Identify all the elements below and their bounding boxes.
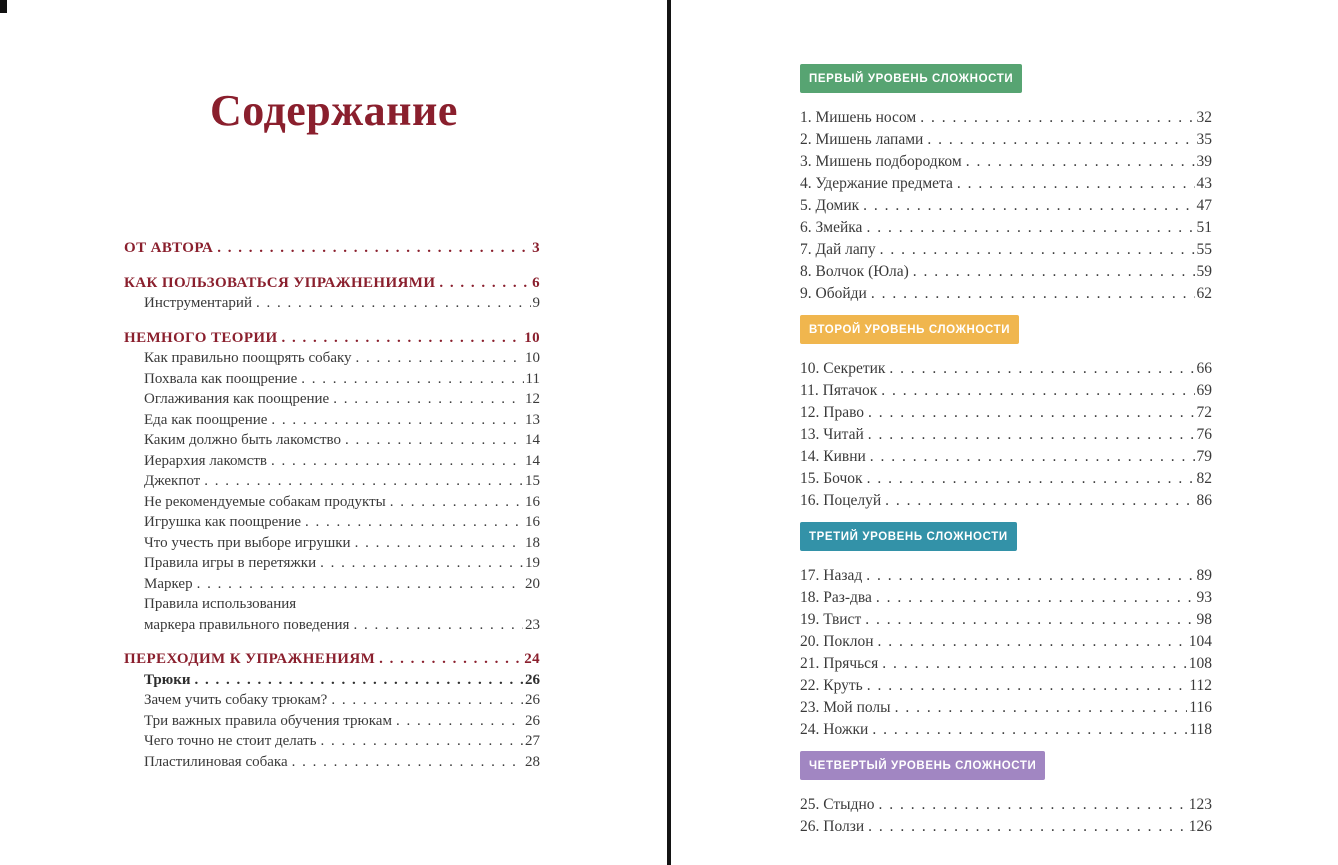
dot-leader [920, 107, 1194, 129]
toc-entry-page: 66 [1196, 360, 1212, 377]
toc-entry-page: 72 [1196, 404, 1212, 421]
toc-entry-page: 116 [1189, 699, 1212, 716]
toc-entry-label: 5. Домик [800, 197, 860, 214]
toc-entry-label: Маркер [144, 575, 193, 592]
toc-entry [800, 631, 1212, 653]
toc-entry [800, 217, 1212, 239]
toc-entry-page: 24 [524, 651, 540, 667]
toc-entry-line1 [124, 594, 540, 615]
toc-entry-page: 28 [525, 753, 540, 770]
toc-entry [800, 195, 1212, 217]
toc-entry-page: 79 [1196, 448, 1212, 465]
toc-entry [124, 273, 540, 294]
toc-entry [124, 348, 540, 369]
toc-entry [124, 649, 540, 670]
toc-right-column [800, 64, 1212, 838]
dot-leader [271, 410, 523, 431]
toc-entry [124, 293, 540, 314]
toc-entry-label: 1. Мишень носом [800, 109, 917, 126]
level-badge: ВТОРОЙ УРОВЕНЬ СЛОЖНОСТИ [800, 315, 1019, 344]
dot-leader [204, 471, 523, 492]
dot-leader [345, 430, 523, 451]
toc-entry-page: 16 [525, 493, 540, 510]
toc-entry-page: 10 [524, 329, 540, 346]
dot-leader [396, 711, 523, 732]
toc-entry-label: 15. Бочок [800, 470, 863, 487]
toc-entry-page: 39 [1196, 153, 1212, 170]
toc-entry [800, 565, 1212, 587]
dot-leader [889, 358, 1194, 380]
dot-leader [885, 490, 1194, 512]
level-badge: ЧЕТВЕРТЫЙ УРОВЕНЬ СЛОЖНОСТИ [800, 751, 1045, 780]
toc-entry [124, 471, 540, 492]
toc-entry [124, 574, 540, 595]
toc-entry-page: 126 [1188, 818, 1212, 835]
dot-leader [868, 402, 1194, 424]
toc-entry-label: 6. Змейка [800, 219, 863, 236]
toc-entry-label: 14. Кивни [800, 448, 866, 465]
toc-entry [800, 490, 1212, 512]
toc-entry-page: 93 [1196, 589, 1212, 606]
toc-entry [800, 675, 1212, 697]
dot-leader [356, 348, 523, 369]
toc-entry-label: КАК ПОЛЬЗОВАТЬСЯ УПРАЖНЕНИЯМИ [124, 274, 436, 291]
toc-entry-page: 14 [525, 432, 540, 448]
toc-entry-label: ПЕРЕХОДИМ К УПРАЖНЕНИЯМ [124, 651, 376, 667]
dot-leader [913, 261, 1195, 283]
dot-leader [355, 533, 523, 554]
dot-leader [331, 690, 523, 711]
dot-leader [866, 565, 1194, 587]
toc-entry-label: Похвала как поощрение [144, 370, 298, 387]
toc-entry-page: 26 [525, 712, 540, 729]
toc-entry-label: ОТ АВТОРА [124, 240, 214, 256]
toc-entry [800, 261, 1212, 283]
toc-entry-label: Чего точно не стоит делать [144, 733, 317, 749]
toc-entry-label: Еда как поощрение [144, 411, 268, 428]
toc-entry-page: 3 [532, 240, 540, 256]
toc-entry [800, 794, 1212, 816]
dot-leader [320, 553, 523, 574]
toc-entry-page: 14 [525, 452, 540, 469]
toc-entry-label: 22. Круть [800, 677, 863, 694]
toc-entry-label: Три важных правила обучения трюкам [144, 712, 392, 729]
toc-entry [124, 430, 540, 451]
toc-entry-label: Каким должно быть лакомство [144, 432, 342, 448]
dot-leader [871, 283, 1195, 305]
dot-leader [195, 670, 523, 691]
toc-entry-label: 2. Мишень лапами [800, 131, 924, 148]
toc-entry [800, 173, 1212, 195]
toc-entry [124, 328, 540, 349]
dot-leader [217, 238, 530, 259]
toc-entry-label: Не рекомендуемые собакам продукты [144, 493, 386, 510]
level-badge: ТРЕТИЙ УРОВЕНЬ СЛОЖНОСТИ [800, 522, 1017, 551]
toc-entry [800, 424, 1212, 446]
toc-entry-page: 55 [1196, 241, 1212, 258]
dot-leader [879, 794, 1187, 816]
toc-entry-label: 16. Поцелуй [800, 492, 882, 509]
toc-entry-label: 4. Удержание предмета [800, 175, 953, 192]
toc-entry-page: 43 [1196, 175, 1212, 192]
dot-leader [865, 609, 1194, 631]
dot-leader [301, 369, 523, 390]
toc-entry-label: Правила использования [144, 596, 297, 612]
dot-leader [320, 731, 523, 752]
toc-entry [800, 283, 1212, 305]
toc-entry-page: 19 [525, 555, 540, 571]
toc-entry-label: Игрушка как поощрение [144, 514, 302, 530]
dot-leader [439, 273, 530, 294]
toc-entry-label: 18. Раз-два [800, 589, 872, 606]
toc-entry [124, 238, 540, 259]
toc-entry [800, 653, 1212, 675]
dot-leader [305, 512, 523, 533]
toc-entry-page: 118 [1189, 721, 1212, 738]
toc-entry-page: 112 [1189, 677, 1212, 694]
toc-entry-page: 123 [1188, 796, 1212, 813]
dot-leader [872, 719, 1187, 741]
toc-entry [800, 587, 1212, 609]
toc-entry-page: 9 [532, 295, 540, 311]
toc-entry-page: 76 [1196, 426, 1212, 443]
toc-entry-label: 25. Стыдно [800, 796, 875, 813]
toc-entry-label: 17. Назад [800, 567, 863, 584]
toc-entry-page: 62 [1196, 285, 1212, 302]
toc-entry-page: 15 [525, 473, 540, 489]
dot-leader [197, 574, 523, 595]
toc-entry [124, 533, 540, 554]
toc-entry-label: НЕМНОГО ТЕОРИИ [124, 329, 278, 346]
toc-entry-page: 59 [1196, 263, 1212, 280]
toc-entry [124, 711, 540, 732]
toc-entry [124, 389, 540, 410]
toc-entry [800, 468, 1212, 490]
toc-entry-page: 69 [1196, 382, 1212, 399]
toc-entry-label: Трюки [144, 671, 191, 688]
toc-entry [800, 697, 1212, 719]
toc-entry-page: 108 [1188, 655, 1212, 672]
toc-entry-label: 24. Ножки [800, 721, 869, 738]
toc-entry [800, 609, 1212, 631]
toc-entry [800, 239, 1212, 261]
dot-leader [895, 697, 1188, 719]
toc-entry-label: 19. Твист [800, 611, 862, 628]
toc-entry-label: Инструментарий [144, 295, 252, 311]
toc-entry-page: 89 [1196, 567, 1212, 584]
dot-leader [353, 615, 523, 636]
toc-entry-page: 12 [525, 391, 540, 407]
toc-entry [800, 816, 1212, 838]
toc-entry-label: Иерархия лакомств [144, 452, 267, 469]
toc-entry-page: 11 [525, 370, 540, 387]
toc-entry-label: Оглаживания как поощрение [144, 391, 330, 407]
toc-entry-label: 10. Секретик [800, 360, 886, 377]
dot-leader [390, 492, 523, 513]
toc-entry [124, 690, 540, 711]
toc-entry [800, 129, 1212, 151]
dot-leader [881, 380, 1194, 402]
toc-entry-label: 8. Волчок (Юла) [800, 263, 909, 280]
page-title: Содержание [210, 86, 458, 136]
toc-entry [800, 107, 1212, 129]
dot-leader [876, 587, 1195, 609]
toc-entry-page: 23 [525, 616, 540, 633]
dot-leader [863, 195, 1194, 217]
toc-entry [124, 731, 540, 752]
toc-entry-label: 9. Обойди [800, 285, 867, 302]
dot-leader [866, 217, 1194, 239]
toc-entry-page: 32 [1196, 109, 1212, 126]
toc-entry-page: 6 [532, 274, 540, 291]
toc-entry-label: 20. Поклон [800, 633, 874, 650]
toc-entry-page: 10 [525, 350, 540, 366]
toc-entry [124, 492, 540, 513]
toc-entry [800, 151, 1212, 173]
toc-entry [124, 752, 540, 773]
toc-entry [800, 719, 1212, 741]
dot-leader [878, 631, 1187, 653]
dot-leader [927, 129, 1194, 151]
toc-entry-page: 16 [525, 514, 540, 530]
toc-entry-label: Пластилиновая собака [144, 753, 288, 770]
toc-entry [124, 553, 540, 574]
dot-leader [868, 424, 1195, 446]
toc-entry [800, 358, 1212, 380]
toc-entry [124, 451, 540, 472]
dot-leader [282, 328, 523, 349]
toc-entry-label: Правила игры в перетяжки [144, 555, 317, 571]
toc-entry-page: 98 [1196, 611, 1212, 628]
dot-leader [333, 389, 523, 410]
toc-entry-page: 104 [1188, 633, 1212, 650]
toc-entry-page: 18 [525, 534, 540, 551]
toc-entry-label: Зачем учить собаку трюкам? [144, 692, 328, 708]
toc-entry [124, 410, 540, 431]
dot-leader [966, 151, 1195, 173]
dot-leader [882, 653, 1187, 675]
dot-leader [867, 468, 1195, 490]
toc-entry [124, 512, 540, 533]
toc-entry-label: 12. Право [800, 404, 865, 421]
toc-entry-label: 11. Пятачок [800, 382, 878, 399]
dot-leader [870, 446, 1195, 468]
toc-entry-page: 27 [525, 733, 540, 749]
level-badge: ПЕРВЫЙ УРОВЕНЬ СЛОЖНОСТИ [800, 64, 1022, 93]
toc-entry-page: 26 [525, 692, 540, 708]
toc-entry [800, 380, 1212, 402]
dot-leader [379, 649, 522, 670]
toc-entry-label: 26. Ползи [800, 818, 865, 835]
toc-entry-label: Что учесть при выборе игрушки [144, 534, 351, 551]
dot-leader [867, 675, 1188, 697]
toc-entry-label: маркера правильного поведения [144, 616, 350, 633]
toc-entry-page: 35 [1196, 131, 1212, 148]
toc-entry-label: 3. Мишень подбородком [800, 153, 962, 170]
toc-entry-label: Как правильно поощрять собаку [144, 350, 352, 366]
toc-entry-page: 82 [1196, 470, 1212, 487]
toc-entry [124, 369, 540, 390]
toc-entry-page: 26 [525, 671, 540, 688]
toc-entry [800, 446, 1212, 468]
toc-entry-page: 86 [1196, 492, 1212, 509]
toc-entry [124, 670, 540, 691]
page-spine-divider [667, 0, 671, 865]
toc-entry [124, 615, 540, 636]
toc-entry [800, 402, 1212, 424]
toc-entry-label: 7. Дай лапу [800, 241, 876, 258]
dot-leader [271, 451, 523, 472]
toc-entry-label: 23. Мой полы [800, 699, 891, 716]
toc-entry-page: 13 [525, 411, 540, 428]
toc-entry-page: 20 [525, 575, 540, 592]
dot-leader [292, 752, 523, 773]
dot-leader [957, 173, 1195, 195]
toc-entry-page: 47 [1196, 197, 1212, 214]
scan-corner-mark [0, 0, 7, 13]
toc-left-column [124, 238, 540, 772]
toc-entry-label: Джекпот [144, 473, 201, 489]
dot-leader [880, 239, 1195, 261]
toc-entry-page: 51 [1196, 219, 1212, 236]
dot-leader [868, 816, 1187, 838]
toc-entry-label: 21. Прячься [800, 655, 879, 672]
dot-leader [256, 293, 531, 314]
toc-entry-label: 13. Читай [800, 426, 864, 443]
